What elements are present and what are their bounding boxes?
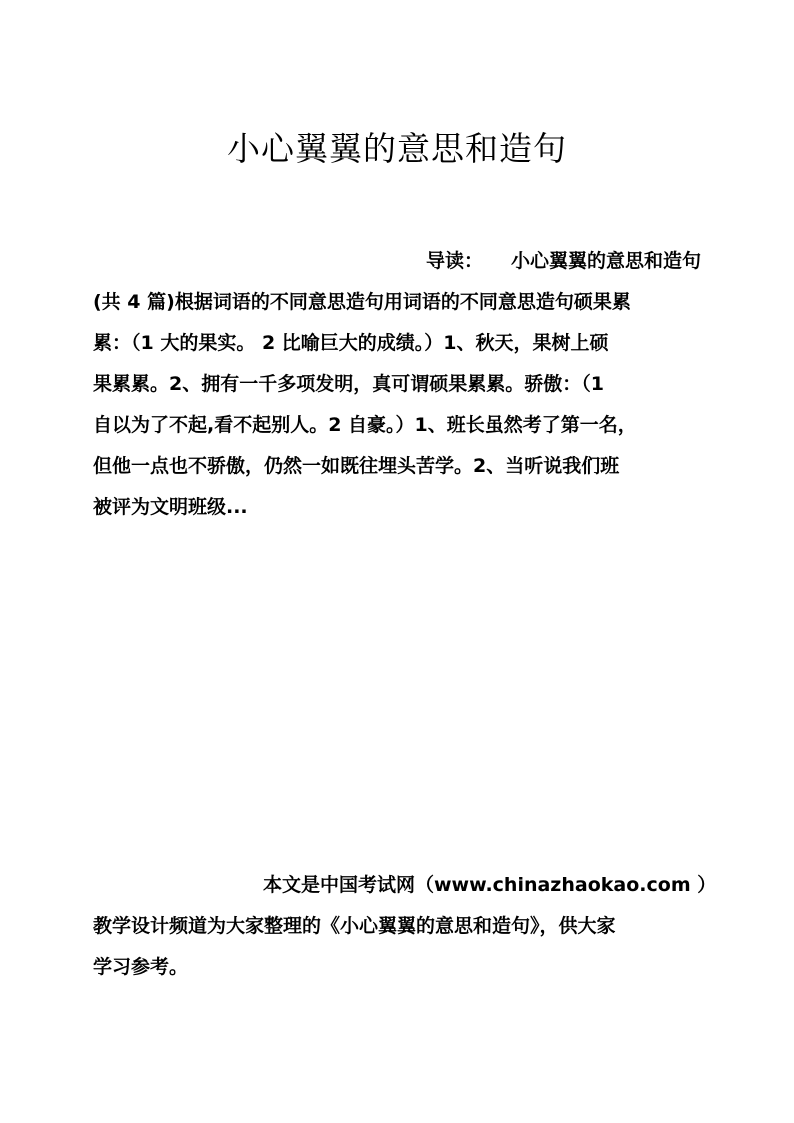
intro-line: (共 4 篇)根据词语的不同意思造句用词语的不同意思造句硕果累	[93, 291, 631, 313]
page-title: 小心翼翼的意思和造句	[227, 129, 567, 169]
lead-title: 小心翼翼的意思和造句	[510, 250, 701, 272]
lead-label: 导读：	[425, 250, 483, 272]
source-line: 学习参考。	[93, 956, 189, 978]
lead-line	[93, 241, 703, 282]
intro-line: 果累累。2、拥有一千多项发明，真可谓硕果累累。骄傲：（1	[93, 373, 604, 395]
intro-section	[93, 241, 703, 528]
source-line: 本文是中国考试网（www.chinazhaokao.com ）	[263, 874, 717, 896]
intro-line: 被评为文明班级...	[93, 496, 248, 518]
intro-line: 但他一点也不骄傲，仍然一如既往埋头苦学。2、当听说我们班	[93, 455, 620, 477]
source-note	[93, 865, 717, 988]
intro-line: 累：（1 大的果实。 2 比喻巨大的成绩。）1、秋天，果树上硕	[93, 332, 609, 354]
intro-line: 自以为了不起,看不起别人。2 自豪。）1、班长虽然考了第一名，	[93, 414, 637, 436]
source-line: 教学设计频道为大家整理的《小心翼翼的意思和造句》，供大家	[93, 915, 616, 937]
